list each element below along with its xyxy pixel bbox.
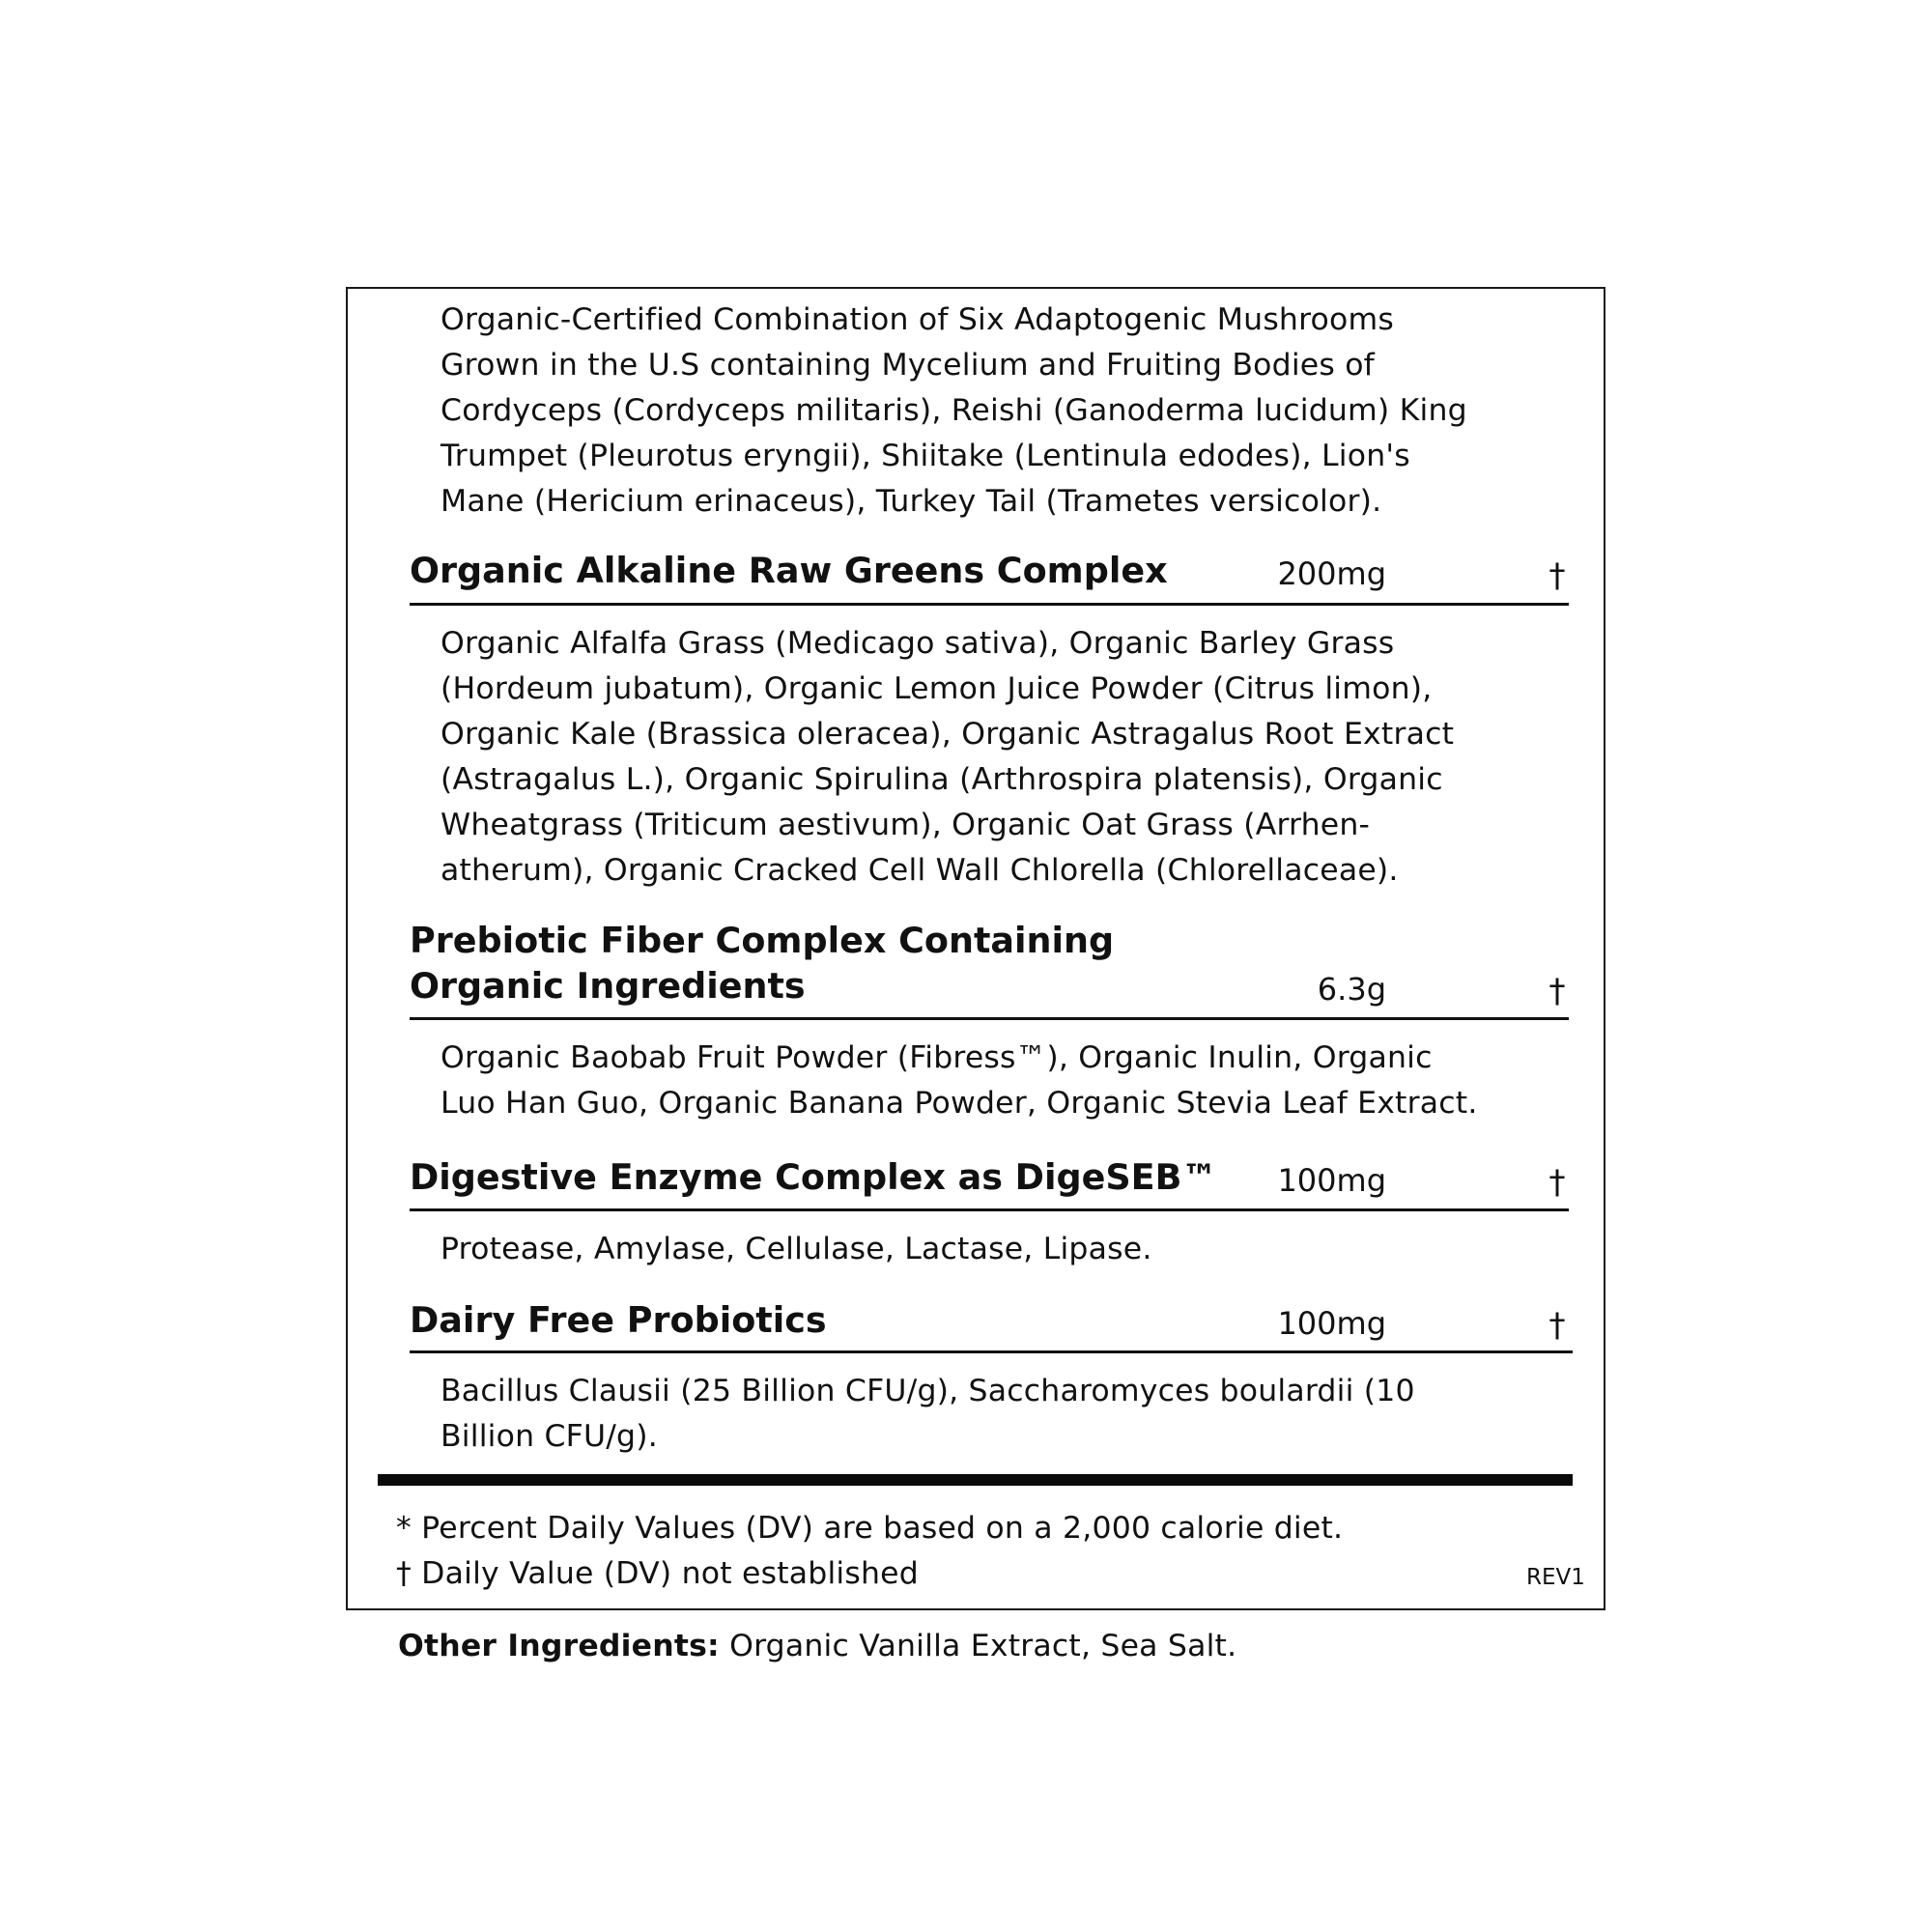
digestive-enzyme-amount: 100mg bbox=[1277, 1162, 1386, 1199]
prebiotic-complex-dv-mark: † bbox=[1548, 972, 1566, 1010]
percent-dv-footnote: * Percent Daily Values (DV) are based on a 2,000 calorie diet. bbox=[396, 1511, 1344, 1546]
probiotics-dv-mark: † bbox=[1548, 1306, 1566, 1345]
digestive-enzyme-description: Protease, Amylase, Cellulase, Lactase, Lipase. bbox=[440, 1232, 1152, 1266]
greens-complex-dv-mark: † bbox=[1548, 556, 1566, 595]
prebiotic-complex-description: Organic Baobab Fruit Powder (Fibress™), Organic Inulin, Organic Luo Han Guo, Organic Banana Powder, Organic Stevia Leaf Extract. bbox=[440, 1040, 1478, 1121]
prebiotic-complex-heading: Prebiotic Fiber Complex Containing Organic Ingredients bbox=[410, 920, 1115, 1007]
probiotics-heading: Dairy Free Probiotics bbox=[410, 1299, 827, 1341]
greens-complex-divider bbox=[410, 603, 1569, 606]
digestive-enzyme-heading: Digestive Enzyme Complex as DigeSEB™ bbox=[410, 1156, 1217, 1198]
dv-not-established-footnote: † Daily Value (DV) not established bbox=[396, 1556, 919, 1591]
other-ingredients-label: Other Ingredients: bbox=[398, 1629, 720, 1663]
probiotics-description: Bacillus Clausii (25 Billion CFU/g), Saccharomyces boulardii (10 Billion CFU/g). bbox=[440, 1374, 1415, 1454]
digestive-enzyme-dv-mark: † bbox=[1548, 1163, 1566, 1202]
mushroom-blend-description: Organic-Certified Combination of Six Adaptogenic Mushrooms Grown in the U.S containing Mycelium and Fruiting Bodies of Cordyceps (Cordyceps militaris), Reishi (Ganoderma lucidum) King Trumpet (Pleurotus eryngii), Shiitake (Lentinula edodes), Lion's Mane (Hericium erinaceus), Turkey Tail (Trametes versicolor). bbox=[440, 302, 1467, 519]
prebiotic-complex-amount: 6.3g bbox=[1317, 971, 1386, 1008]
greens-complex-amount: 200mg bbox=[1277, 555, 1386, 592]
greens-complex-description: Organic Alfalfa Grass (Medicago sativa), Organic Barley Grass (Hordeum jubatum), Organic Lemon Juice Powder (Citrus limon), Organic Kale (Brassica oleracea), Organic Astragalus Root Extract (Astragalus L.), Organic Spirulina (Arthrospira platensis), Organic Wheatgrass (Triticum aestivum), Organic Oat Grass (Arrhen- atherum), Organic Cracked Cell Wall Chlorella (Chlorellaceae). bbox=[440, 626, 1455, 888]
other-ingredients bbox=[398, 1624, 1236, 1669]
prebiotic-complex-divider bbox=[410, 1017, 1569, 1020]
probiotics-divider bbox=[410, 1350, 1573, 1353]
probiotics-amount: 100mg bbox=[1277, 1305, 1386, 1342]
revision-code: REV1 bbox=[1526, 1565, 1585, 1590]
other-ingredients-value: Organic Vanilla Extract, Sea Salt. bbox=[719, 1629, 1237, 1663]
footnote-separator bbox=[378, 1474, 1573, 1486]
digestive-enzyme-divider bbox=[410, 1208, 1569, 1211]
greens-complex-heading: Organic Alkaline Raw Greens Complex bbox=[410, 550, 1168, 591]
